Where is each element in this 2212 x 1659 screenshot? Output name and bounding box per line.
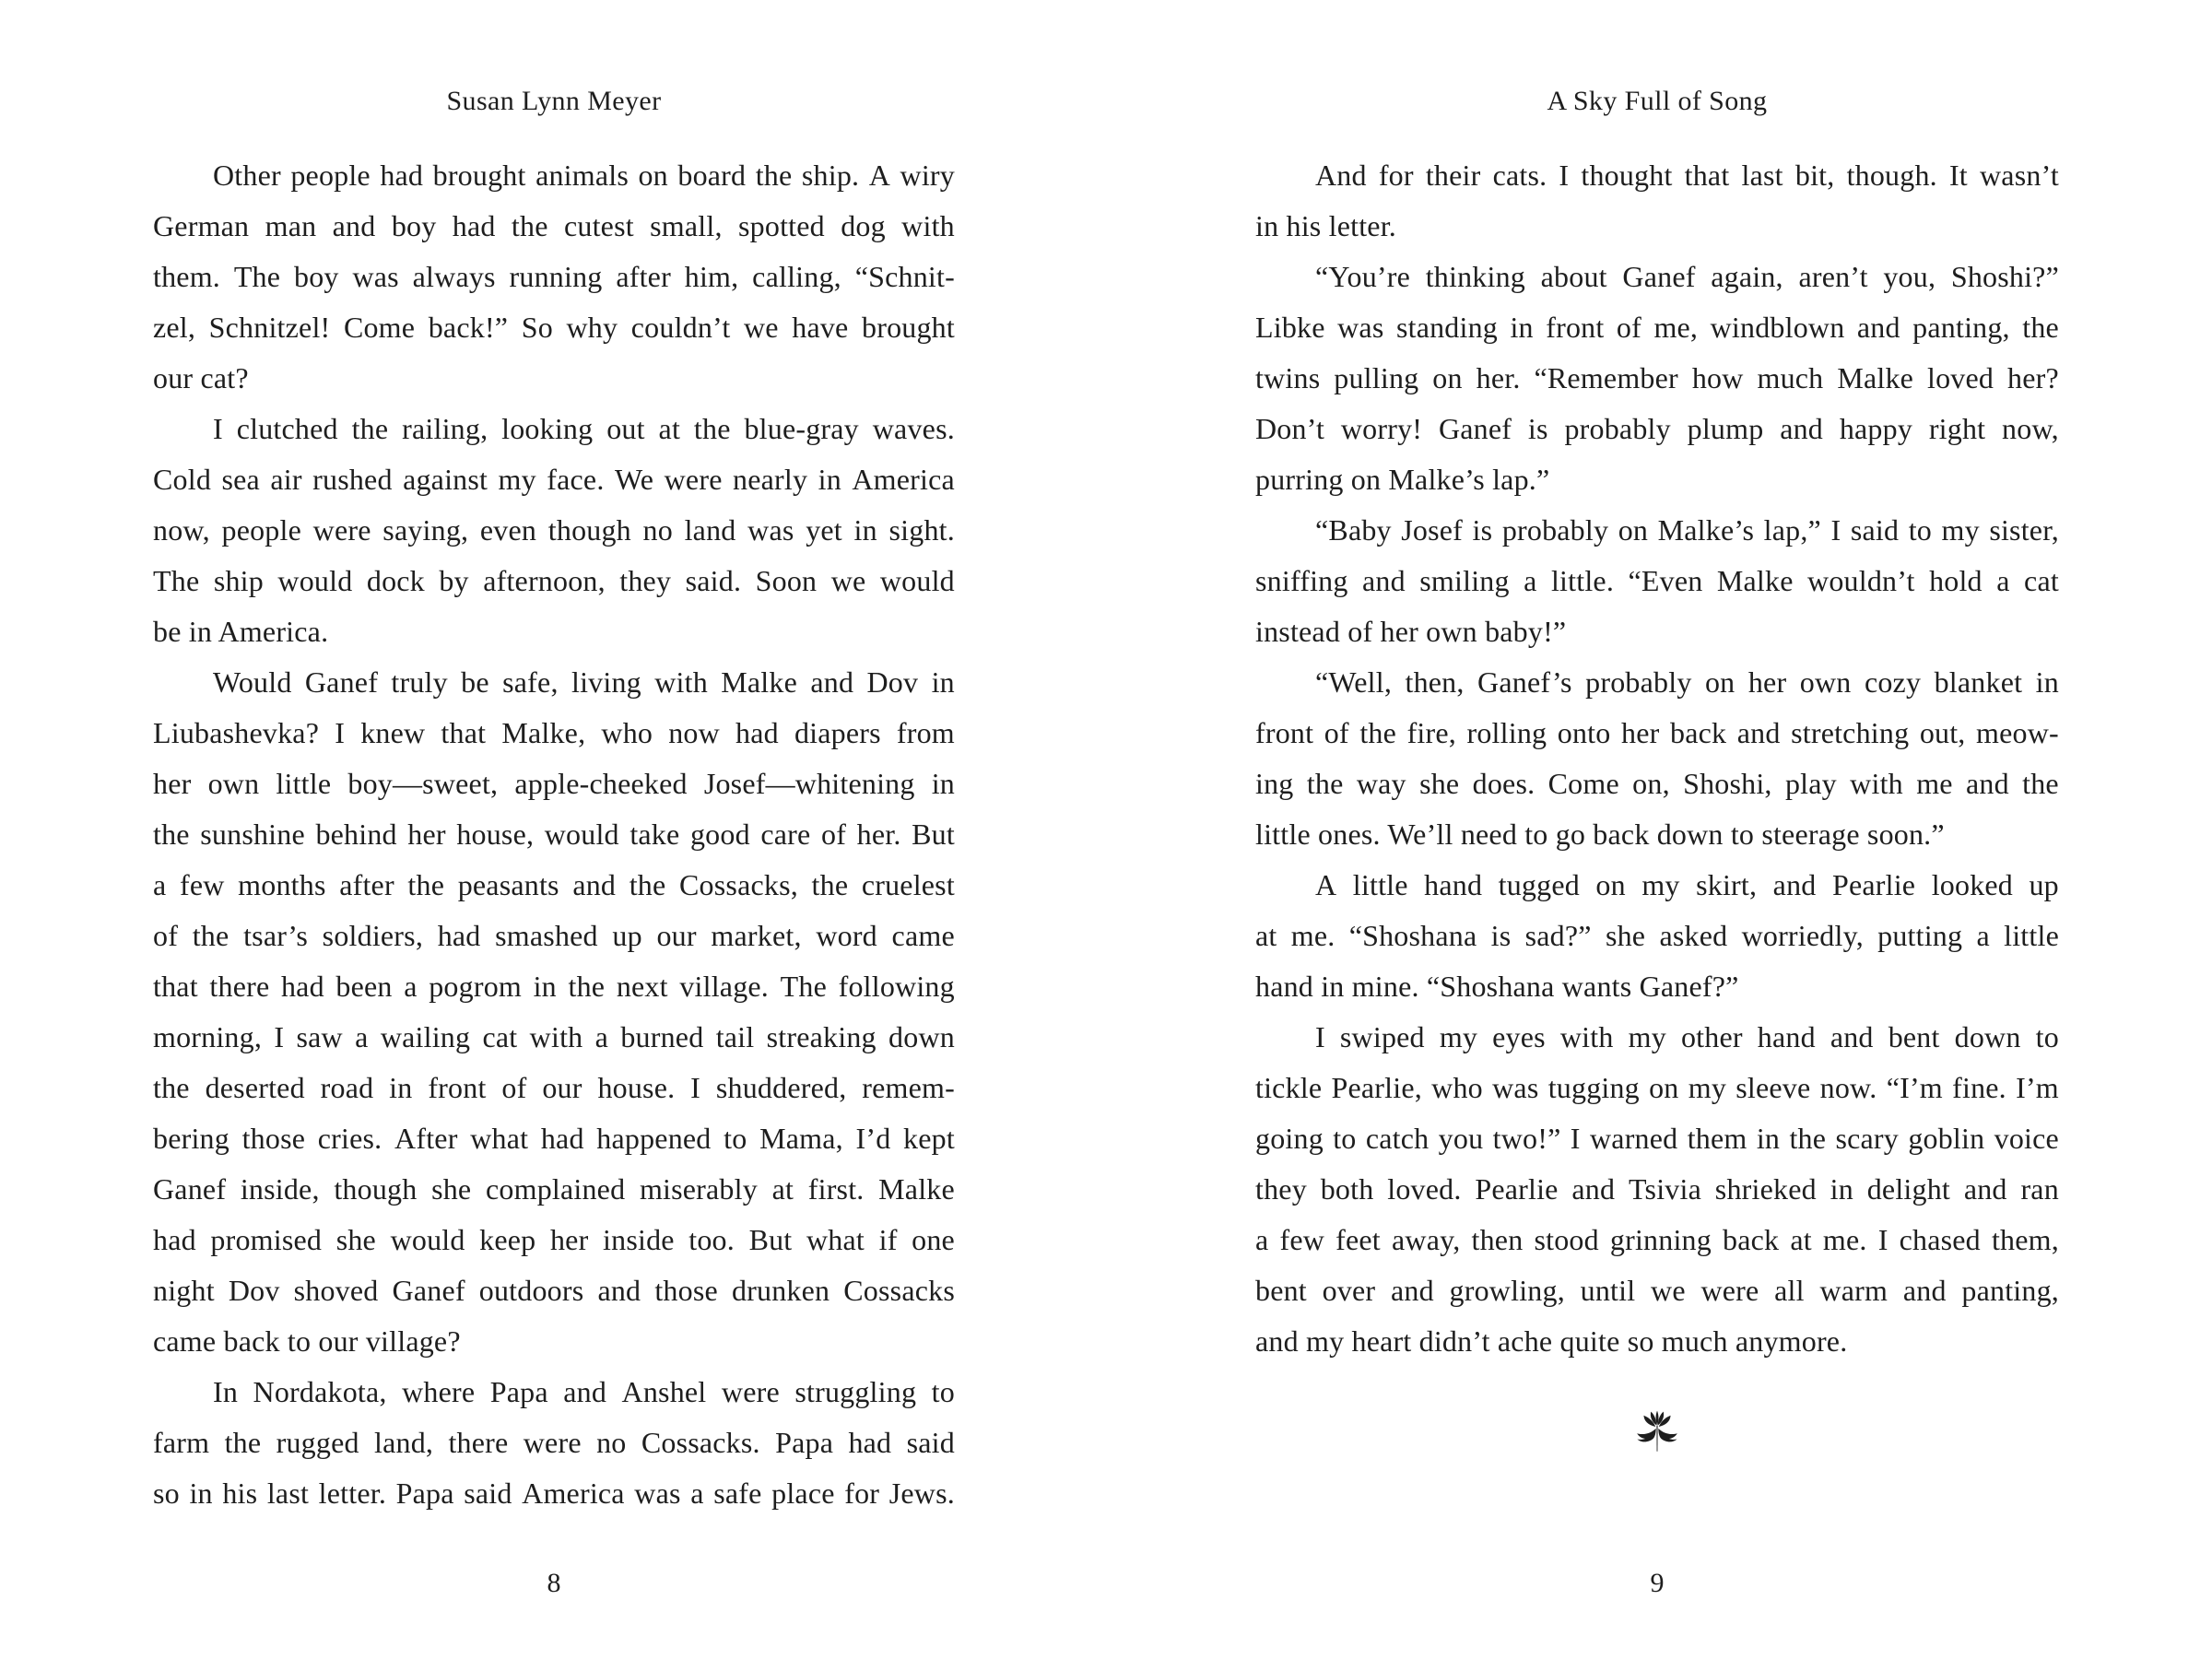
text-line: hand in mine. “Shoshana wants Ganef?” [1255, 970, 1739, 1003]
text-line: I clutched the railing, looking out at the blue-gray waves. [213, 412, 955, 445]
running-header-author: Susan Lynn Meyer [446, 86, 662, 116]
paragraph [1255, 1012, 2059, 1367]
text-line: “Well, then, Ganef’s probably on her own cozy blanket in [1315, 665, 2059, 699]
text-line: bering those cries. After what had happened to Mama, I’d kept [153, 1122, 955, 1155]
text-line: our cat? [153, 361, 249, 394]
left-page-body-text [153, 150, 955, 1519]
text-line: a few months after the peasants and the Cossacks, the cruelest [153, 868, 955, 901]
text-line: now, people were saying, even though no land was yet in sight. [153, 513, 955, 547]
text-line: farm the rugged land, there were no Cossacks. Papa had said [153, 1426, 955, 1459]
text-line: A little hand tugged on my skirt, and Pearlie looked up [1315, 868, 2059, 901]
text-line: Don’t worry! Ganef is probably plump and happy right now, [1255, 412, 2059, 445]
text-line: The ship would dock by afternoon, they said. Soon we would [153, 564, 955, 597]
text-line: German man and boy had the cutest small, spotted dog with [153, 209, 955, 242]
text-line: I swiped my eyes with my other hand and bent down to [1315, 1020, 2059, 1053]
paragraph [153, 150, 955, 404]
left-page [153, 0, 955, 1659]
text-line: that there had been a pogrom in the next village. The following [153, 970, 955, 1003]
text-line: And for their cats. I thought that last bit, though. It wasn’t [1315, 159, 2059, 192]
paragraph [153, 657, 955, 1367]
paragraph [1255, 860, 2059, 1012]
right-page-body-text [1255, 150, 2059, 1367]
text-line: In Nordakota, where Papa and Anshel were struggling to [213, 1375, 955, 1408]
text-line: twins pulling on her. “Remember how much Malke loved her? [1255, 361, 2059, 394]
text-line: at me. “Shoshana is sad?” she asked worriedly, putting a little [1255, 919, 2059, 952]
text-line: instead of her own baby!” [1255, 615, 1567, 648]
text-line: of the tsar’s soldiers, had smashed up our market, word came [153, 919, 955, 952]
text-line: “Baby Josef is probably on Malke’s lap,” I said to my sister, [1315, 513, 2059, 547]
paragraph [1255, 657, 2059, 860]
text-line: had promised she would keep her inside too. But what if one [153, 1223, 955, 1256]
paragraph [153, 404, 955, 657]
section-break-ornament [1255, 1408, 2059, 1456]
text-line: going to catch you two!” I warned them in the scary goblin voice [1255, 1122, 2059, 1155]
text-line: “You’re thinking about Ganef again, aren’t you, Shoshi?” [1315, 260, 2059, 293]
text-line: Libke was standing in front of me, windblown and panting, the [1255, 311, 2059, 344]
text-line: ing the way she does. Come on, Shoshi, play with me and the [1255, 767, 2059, 800]
text-line: front of the fire, rolling onto her back and stretching out, meow- [1255, 716, 2059, 749]
text-line: and my heart didn’t ache quite so much anymore. [1255, 1324, 1848, 1358]
text-line: night Dov shoved Ganef outdoors and those drunken Cossacks [153, 1274, 955, 1307]
text-line: Other people had brought animals on board the ship. A wiry [213, 159, 955, 192]
text-line: they both loved. Pearlie and Tsivia shrieked in delight and ran [1255, 1172, 2059, 1206]
text-line: zel, Schnitzel! Come back!” So why couldn’t we have brought [153, 311, 955, 344]
text-line: came back to our village? [153, 1324, 461, 1358]
text-line: little ones. We’ll need to go back down to steerage soon.” [1255, 818, 1945, 851]
text-line: sniffing and smiling a little. “Even Malke wouldn’t hold a cat [1255, 564, 2059, 597]
text-line: bent over and growling, until we were all warm and panting, [1255, 1274, 2059, 1307]
text-line: tickle Pearlie, who was tugging on my sleeve now. “I’m fine. I’m [1255, 1071, 2059, 1104]
text-line: in his letter. [1255, 209, 1397, 242]
paragraph [1255, 252, 2059, 505]
paragraph [153, 1367, 955, 1519]
running-header-book-title: A Sky Full of Song [1547, 86, 1768, 116]
text-line: be in America. [153, 615, 329, 648]
text-line: her own little boy—sweet, apple-cheeked Josef—whitening in [153, 767, 955, 800]
text-line: the deserted road in front of our house. I shuddered, remem- [153, 1071, 955, 1104]
paragraph [1255, 505, 2059, 657]
text-line: so in his last letter. Papa said America was a safe place for Jews. [153, 1477, 955, 1510]
text-line: Liubashevka? I knew that Malke, who now had diapers from [153, 716, 955, 749]
lotus-fleuron-icon [1633, 1408, 1681, 1456]
text-line: Cold sea air rushed against my face. We were nearly in America [153, 463, 955, 496]
paragraph [1255, 150, 2059, 252]
text-line: a few feet away, then stood grinning back at me. I chased them, [1255, 1223, 2059, 1256]
text-line: Would Ganef truly be safe, living with Malke and Dov in [213, 665, 955, 699]
page-number-right: 9 [1650, 1568, 1665, 1598]
text-line: morning, I saw a wailing cat with a burned tail streaking down [153, 1020, 955, 1053]
text-line: the sunshine behind her house, would take good care of her. But [153, 818, 955, 851]
text-line: them. The boy was always running after him, calling, “Schnit- [153, 260, 955, 293]
page-number-left: 8 [547, 1568, 561, 1598]
text-line: purring on Malke’s lap.” [1255, 463, 1550, 496]
text-line: Ganef inside, though she complained miserably at first. Malke [153, 1172, 955, 1206]
right-page [1255, 0, 2059, 1659]
